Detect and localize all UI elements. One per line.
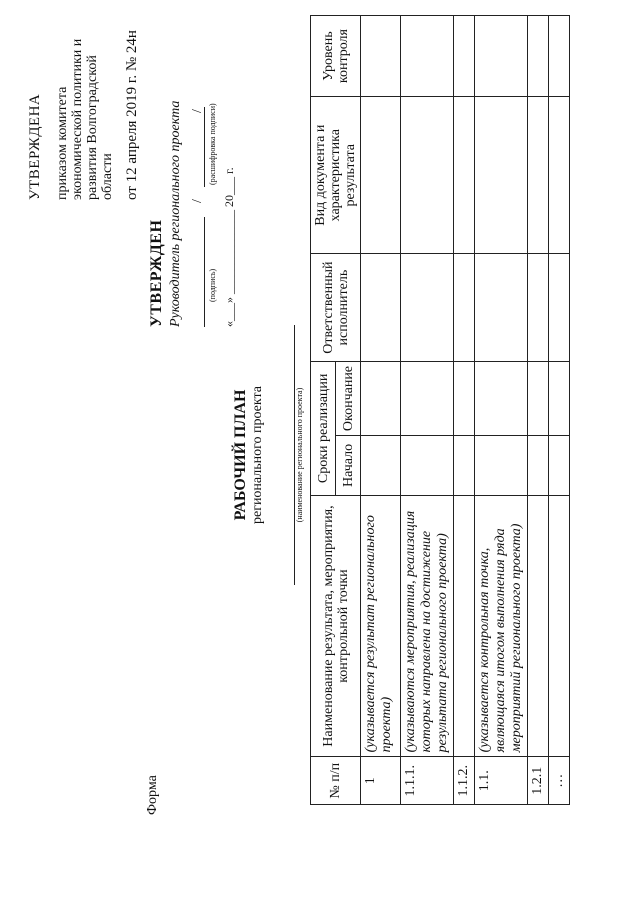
signature-line <box>188 27 218 327</box>
decipher-caption: (расшифровка подписи) <box>208 103 217 185</box>
approved-header: УТВЕРЖДЕН <box>148 219 165 327</box>
row-name <box>454 495 475 757</box>
approval-date-line: «___» ______________ 20___ г. <box>222 167 236 327</box>
table-row <box>528 16 549 805</box>
col-header-doc: Вид документа и характеристика результата <box>311 97 361 254</box>
table-row <box>549 16 570 805</box>
approval-stamp <box>28 10 140 200</box>
col-header-name: Наименование результата, мероприятия, контрольной точки <box>311 495 361 757</box>
plan-title-block <box>232 305 304 605</box>
col-header-terms: Сроки реализации <box>311 361 336 495</box>
plan-subtitle: регионального проекта <box>250 385 265 525</box>
row-name <box>549 495 570 757</box>
table-row <box>401 16 454 805</box>
row-num: 1.1. <box>475 757 528 805</box>
col-header-start: Начало <box>336 436 361 496</box>
approved-role: Руководитель регионального проекта <box>168 100 183 327</box>
row-name: (указывается контрольная точка, являющаяся итогом выполнения ряда мероприятий регионального проекта) <box>475 495 528 757</box>
row-name <box>528 495 549 757</box>
row-num: 1 <box>361 757 401 805</box>
row-name: (указываются мероприятия, реализация которых направлена на достижение результата регионального проекта) <box>401 495 454 757</box>
project-name-caption: (наименование регионального проекта) <box>295 387 304 523</box>
table-row <box>361 16 401 805</box>
col-header-control: Уровень контроля <box>311 16 361 97</box>
approved-block <box>148 27 237 327</box>
table-row <box>475 16 528 805</box>
row-num: … <box>549 757 570 805</box>
row-name: (указывается результат регионального проекта) <box>361 495 401 757</box>
approval-order-date: от 12 апреля 2019 г. № 24н <box>124 30 140 200</box>
col-header-responsible: Ответственный исполнитель <box>311 254 361 362</box>
form-label: Форма <box>145 775 160 815</box>
col-header-end: Окончание <box>336 361 361 435</box>
slash-right: / <box>190 109 205 113</box>
signature-caption: (подпись) <box>208 268 217 302</box>
table-row <box>454 16 475 805</box>
row-num: 1.1.2. <box>454 757 475 805</box>
project-name-line <box>284 325 295 585</box>
row-num: 1.1.1. <box>401 757 454 805</box>
work-plan-table <box>310 15 570 805</box>
col-header-num: № п/п <box>311 757 361 805</box>
row-num: 1.2.1 <box>528 757 549 805</box>
decipher-underline <box>204 107 205 187</box>
approval-order-text: приказом комитета экономической политики и развития Волгоградской области <box>55 38 115 200</box>
plan-title: РАБОЧИЙ ПЛАН <box>232 389 249 521</box>
signature-underline <box>204 217 205 327</box>
approval-header: УТВЕРЖДЕНА <box>27 93 43 200</box>
slash-left: / <box>190 199 205 203</box>
